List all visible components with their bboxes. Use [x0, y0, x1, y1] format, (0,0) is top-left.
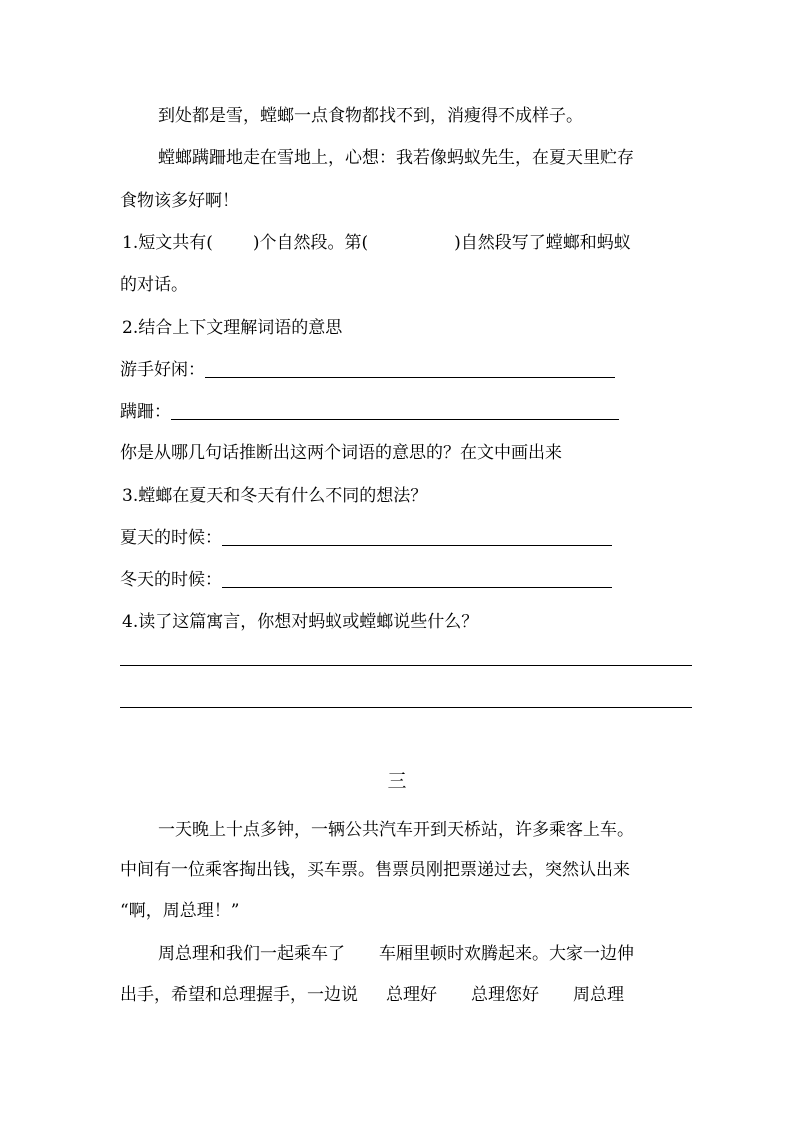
question-1-line-2: 的对话。 [120, 275, 188, 295]
section-3-paragraph-2-line-1 [158, 942, 634, 966]
question-3-summer [120, 526, 612, 550]
question-4-answer-line-2[interactable] [120, 707, 692, 708]
question-3-title: 3.螳螂在夏天和冬天有什么不同的想法？ [122, 486, 428, 506]
p2-line2-part-b: 总理好 [386, 985, 437, 1005]
question-2-word-1 [120, 358, 615, 382]
question-1 [122, 231, 631, 255]
winter-answer-blank[interactable] [222, 571, 612, 588]
p2-line1-part-b: 车厢里顿时欢腾起来。大家一边伸 [379, 944, 634, 964]
question-1-part-c: )自然段写了螳螂和蚂蚁 [454, 233, 631, 253]
question-2-word-2 [120, 400, 619, 424]
passage-paragraph-2-line-1: 螳螂蹒跚地走在雪地上，心想：我若像蚂蚁先生，在夏天里贮存 [158, 148, 634, 168]
section-3-paragraph-1-line-1: 一天晚上十点多钟，一辆公共汽车开到天桥站，许多乘客上车。 [158, 820, 634, 840]
section-3-paragraph-2-line-2 [120, 983, 624, 1007]
word-1-label: 游手好闲： [120, 360, 205, 380]
question-4-answer-line-1[interactable] [120, 665, 692, 666]
word-2-answer-blank[interactable] [171, 403, 619, 420]
question-3-winter [120, 568, 612, 592]
section-3-heading: 三 [387, 770, 407, 792]
p2-line1-part-a: 周总理和我们一起乘车了 [158, 944, 345, 964]
section-3-paragraph-1-line-2: 中间有一位乘客掏出钱，买车票。售票员刚把票递过去，突然认出来 [120, 860, 630, 880]
p2-line2-part-a: 出手，希望和总理握手，一边说 [120, 985, 358, 1005]
section-3-paragraph-1-line-3: “啊，周总理！” [120, 901, 240, 921]
passage-paragraph-1: 到处都是雪，螳螂一点食物都找不到，消瘦得不成样子。 [158, 106, 583, 126]
question-1-part-a: 1.短文共有( [122, 233, 213, 253]
question-2-title: 2.结合上下文理解词语的意思 [122, 318, 343, 338]
summer-answer-blank[interactable] [222, 529, 612, 546]
question-4-title: 4.读了这篇寓言，你想对蚂蚁或螳螂说些什么？ [122, 612, 479, 632]
word-2-label: 蹒跚： [120, 402, 171, 422]
question-1-part-b: )个自然段。第( [252, 233, 369, 253]
winter-label: 冬天的时候： [120, 570, 222, 590]
p2-line2-part-d: 周总理 [573, 985, 624, 1005]
word-1-answer-blank[interactable] [205, 361, 615, 378]
passage-paragraph-2-line-2: 食物该多好啊！ [120, 191, 239, 211]
question-2-followup: 你是从哪几句话推断出这两个词语的意思的？在文中画出来 [120, 443, 562, 463]
summer-label: 夏天的时候： [120, 528, 222, 548]
p2-line2-part-c: 总理您好 [471, 985, 539, 1005]
